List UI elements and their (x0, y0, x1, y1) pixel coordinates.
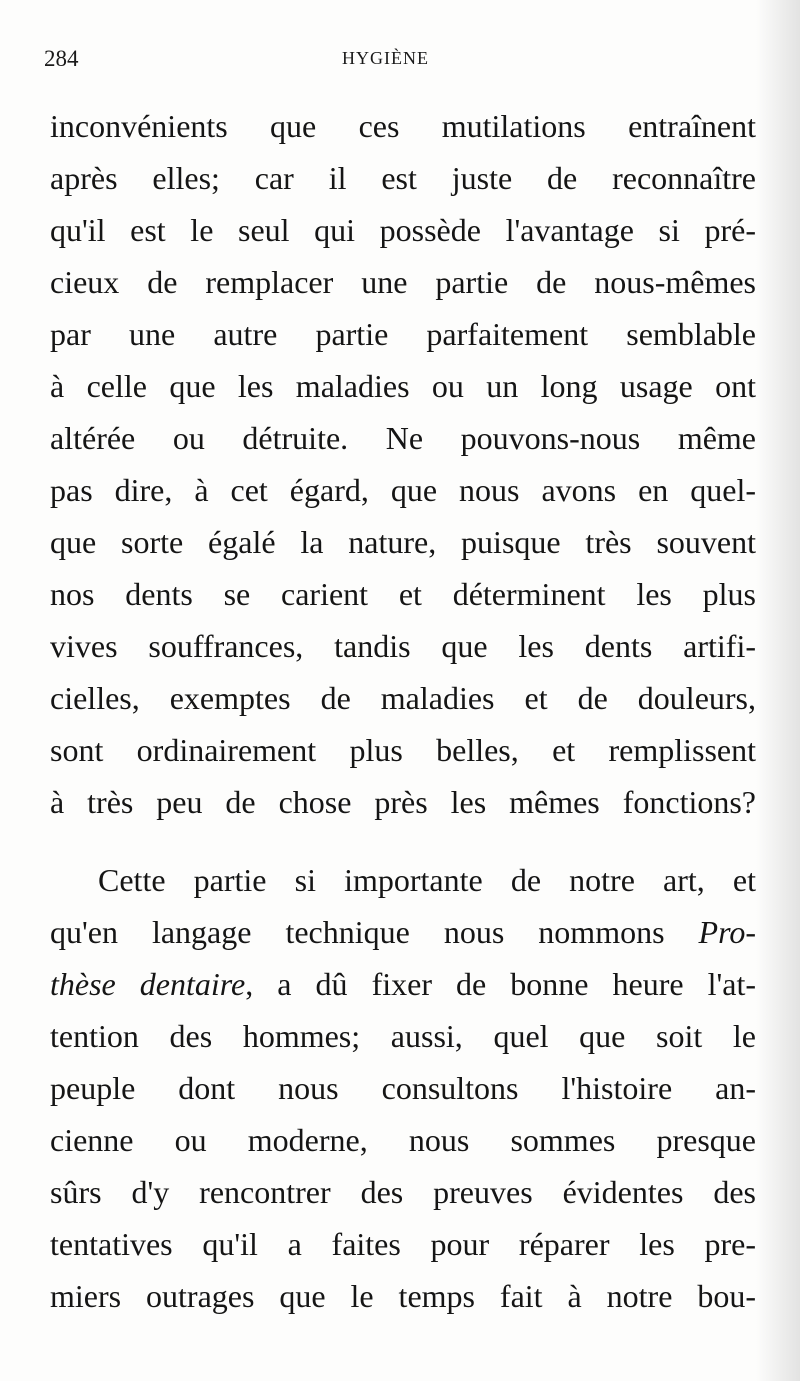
text-line (50, 958, 756, 1010)
text-line: cienne ou moderne, nous sommes presque (50, 1122, 756, 1158)
body-text (50, 100, 756, 1322)
text-run: , a dû fixer de bonne heure l'at- (245, 966, 757, 1002)
text-line: tention des hommes; aussi, quel que soit le (50, 1018, 756, 1054)
text-line: que sorte égalé la nature, puisque très souvent (50, 524, 756, 560)
italic-term: thèse dentaire (50, 966, 246, 1002)
text-line: nos dents se carient et déterminent les plus (50, 576, 756, 612)
text-line: par une autre partie parfaitement semblable (50, 316, 756, 352)
text-run: qu'en langage technique nous nommons (50, 914, 699, 950)
text-line: qu'il est le seul qui possède l'avantage si pré- (50, 212, 756, 248)
text-line: cielles, exemptes de maladies et de douleurs, (50, 680, 756, 716)
running-head: HYGIÈNE (342, 48, 429, 68)
text-line: à très peu de chose près les mêmes fonctions? (50, 784, 756, 820)
text-line: pas dire, à cet égard, que nous avons en quel- (50, 472, 756, 508)
page-edge-shadow (756, 0, 800, 1381)
paragraph-1 (50, 100, 756, 828)
italic-term: Pro- (698, 914, 756, 950)
text-line: tentatives qu'il a faites pour réparer les pre- (50, 1226, 756, 1262)
text-line: cieux de remplacer une partie de nous-mêmes (50, 264, 756, 300)
text-line (50, 906, 756, 958)
paragraph-2 (50, 854, 756, 1322)
text-line: vives souffrances, tandis que les dents artifi- (50, 628, 756, 664)
paragraph-gap (50, 828, 756, 854)
page-header (44, 46, 764, 76)
text-line: Cette partie si importante de notre art, et (98, 862, 756, 898)
text-line: à celle que les maladies ou un long usage ont (50, 368, 756, 404)
text-line: sont ordinairement plus belles, et remplissent (50, 732, 756, 768)
text-line: inconvénients que ces mutilations entraînent (50, 108, 756, 144)
text-line: altérée ou détruite. Ne pouvons-nous même (50, 420, 756, 456)
text-line: miers outrages que le temps fait à notre bou- (50, 1278, 756, 1314)
text-line: sûrs d'y rencontrer des preuves évidentes des (50, 1174, 756, 1210)
text-line: peuple dont nous consultons l'histoire an- (50, 1070, 756, 1106)
page-number: 284 (44, 46, 79, 71)
text-line: après elles; car il est juste de reconnaître (50, 160, 756, 196)
